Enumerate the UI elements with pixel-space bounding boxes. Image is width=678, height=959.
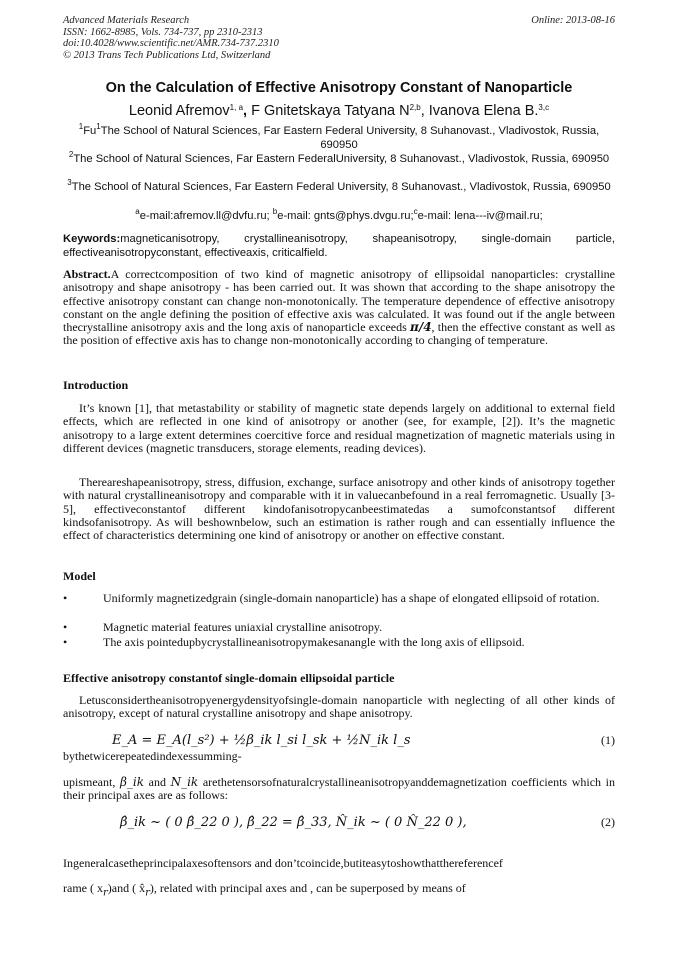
keywords-block xyxy=(63,232,615,260)
equation-1: E_A = E_A(l_s²) + ½β_ik l_si l_sk + ½N_ik l_s xyxy=(112,733,411,748)
journal-header xyxy=(63,15,279,61)
abstract-label: Abstract. xyxy=(63,267,111,281)
author-2-sup: 2,b xyxy=(409,103,421,112)
keywords-label: Keywords: xyxy=(63,233,121,245)
author-3: Ivanova Elena B. xyxy=(428,103,539,119)
keywords-text: magneticanisotropy, crystallineanisotropy, shapeanisotropy, single-domain particle, effectiveanisotropyconstant, effectiveaxis, criticalfield. xyxy=(63,233,615,259)
equation-1-number: (1) xyxy=(601,733,615,747)
affiliation-1: $^1$Fu$^1$The School of Natural Sciences, Far Eastern Federal University, 8 Suhanovast., Vladivostok, Russia, 690950 xyxy=(78,122,600,151)
issn-line: ISSN: 1662-8985, Vols. 734-737, pp 2310-2313 xyxy=(63,26,263,38)
effective-paragraph-3a: Ingeneralcasetheprincipalaxesoftensors and don’tcoincide,butiteasytoshowthatthereferencef xyxy=(63,856,503,870)
equation-2-number: (2) xyxy=(601,815,615,829)
effective-heading: Effective anisotropy constantof single-domain ellipsoidal particle xyxy=(63,671,395,685)
n-symbol: N_ik xyxy=(170,775,199,789)
online-date: Online: 2013-08-16 xyxy=(531,15,615,26)
author-1-sup: 1, a xyxy=(229,103,244,112)
effective-paragraph-1: Letusconsidertheanisotropyenergydensityofsingle-domain nanoparticle with neglecting of all other kinds of anisotropy, except of natural crystalline anisotropy and shape anisotropy. xyxy=(63,693,615,721)
journal-name: Advanced Materials Research xyxy=(63,15,190,26)
author-3-sup: 3,c xyxy=(538,103,550,112)
paper-title: On the Calculation of Effective Anisotropy Constant of Nanoparticle xyxy=(105,80,573,96)
affiliation-3: $^3$The School of Natural Sciences, Far Eastern Federal University, 8 Suhanovast., Vladivostok, Russia, 690950 xyxy=(67,178,611,193)
effective-paragraph-2a: bythetwicerepeatedindexessumming- xyxy=(63,749,242,763)
beta-symbol: β_ik xyxy=(119,775,144,789)
abstract-pi-angle: π/4 xyxy=(410,320,432,335)
intro-paragraph-2: Thereareshapeanisotropy, stress, diffusion, exchange, surface anisotropy and other kinds of anisotropy together with natural crystallineanisotropy and comparable with it in valuecanbefound in a real ferromagnetic. Usually [3-5], effectiveconstantof different kindofanisotropycanbeestimatedas a sumofconstantsof different kindsofanisotropy. As will beshownbelow, such an estimation is rather rough and can essentially influence the effect of characteristics determining one kind of anisotropy or another on effective constant. xyxy=(63,475,615,543)
effective-paragraph-3b: rame ( $x_r)and$ ( $x̂_r$), related with principal axes and , can be superposed by means of xyxy=(63,881,466,899)
doi-line: doi:10.4028/www.scientific.net/AMR.734-737.2310 xyxy=(63,38,279,49)
equation-2: β̂_ik ~ ( 0 β̂_22 0 ), β̂_22 = β̂_33, N̂_ik ~ ( 0 N̂_22 0 ), xyxy=(120,815,467,830)
model-heading: Model xyxy=(63,569,96,583)
author-2: F Gnitetskaya Tatyana N xyxy=(251,103,410,119)
copyright-line: © 2013 Trans Tech Publications Ltd, Switzerland xyxy=(63,49,271,61)
affiliation-2: $^2$The School of Natural Sciences, Far Eastern FederalUniversity, 8 Suhanovast., Vladivostok, Russia, 690950 xyxy=(68,150,610,165)
paper-page: Advanced Materials Research ISSN: 1662-8985, Vols. 734-737, pp 2310-2313 doi:10.4028/www.scientific.net/AMR.734-737.2310 © 2013 Trans Tech Publications Ltd, Switzerland Online: 2013-08-16 On the Calculation of Effective Anisotropy Constant of Nanoparticle Leonid Afremov$^{1, a}$, F Gnitetskaya Tatyana N$^{2,b}$, Ivanova Elena B.$^{3,c}$ $^1$Fu$^1$The School of Natural Sciences, Far Eastern Federal University, 8 Suhanovast., Vladivostok, Russia, 690950 $^2$The School of Natural Sciences, Far Eastern FederalUniversity, 8 Suhanovast., Vladivostok, Russia, 690950 $^3$The School of Natural Sciences, Far Eastern Federal University, 8 Suhanovast., Vladivostok, Russia, 690950 $^a$e-mail:afremov.ll@dvfu.ru; $^b$e-mail: gnts@phys.dvgu.ru;$^c$e-mail: lena---iv@mail.ru; Keywords:magneticanisotropy, crystallineanisotropy, shapeanisotropy, single-domain particle, effectiveanisotropyconstant, effectiveaxis, criticalfield. Abstract.A correctcomposition of two kind of magnetic anisotropy of ellipsoidal nanoparticles: crystalline anisotropy and shape anisotropy - has been carried out. It was shown that according to the shape anisotropy the effective anisotropy constant can change non-monotonically. The temperature dependence of effective anisotropy constant on the angle defining the position of effective axis was calculated. It was found out if the angle between thecrystalline anisotropy axis and the long axis of nanoparticle exceeds π/4, then the effective constant as well as the position of effective axis has to change non-monotonically according to changing of temperature. Introduction It’s known [1], that metastability or stability of magnetic state depends largely on additional to external field effects, which are reflected in one kind of anisotropy or another (see, for example, [2]). It’s the magnetic anisotropy to a large extent determines coercitive force and residual magnetization of magnetic materials using in different devices (magnetic transducers, storage elements, reading devices). Thereareshapeanisotropy, stress, diffusion, exchange, surface anisotropy and other kinds of anisotropy together with natural crystallineanisotropy and comparable with it in valuecanbefound in a real ferromagnetic. Usually [3-5], effectiveconstantof different kindofanisotropycanbeestimatedas a sumofconstantsof different kindsofanisotropy. As will beshownbelow, such an estimation is rather rough and can essentially influence the effect of characteristics determining one kind of anisotropy or another on effective constant. Model • Uniformly magnetizedgrain (single-domain nanoparticle) has a shape of elongated ellipsoid of rotation. • Magnetic material features uniaxial crystalline anisotropy. • The axis pointedupbycrystallineanisotropymakesanangle with the long axis of ellipsoid. Effective anisotropy constantof single-domain ellipsoidal particle Letusconsidertheanisotropyenergydensityofsingle-domain nanoparticle with neglecting of all other kinds of anisotropy, except of natural crystalline anisotropy and shape anisotropy. E_A = E_A(l_s²) + ½β_ik l_si l_sk + ½N_ik l_s (1) bythetwicerepeatedindexessumming- upismeant, β_ik and N_ik arethetensorsofnaturalcrystallineanisotropyanddemagnetization coefficients which in their principal axes are as follows: β̂_ik ~ ( 0 β̂_22 0 ), β̂_22 = β̂_33, N̂_ik ~ ( 0 N̂_22 0 ), (2) Ingeneralcasetheprincipalaxesoftensors and don’tcoincide,butiteasytoshowthatthereferencef rame ( $x_r)and$ ( $x̂_r$), related with principal axes and , can be superposed by means of xyxy=(0,0,678,959)
author-1: Leonid Afremov xyxy=(128,103,230,119)
intro-paragraph-1: It’s known [1], that metastability or stability of magnetic state depends largely on additional to external field effects, which are reflected in one kind of anisotropy or another (see, for example, [2]). It’s the magnetic anisotropy to a large extent determines coercitive force and residual magnetization of magnetic materials using in different devices (magnetic transducers, storage elements, reading devices). xyxy=(63,401,615,455)
effective-paragraph-2b: upismeant, β_ik and N_ik arethetensorsofnaturalcrystallineanisotropyanddemagnetization coefficients which in their principal axes are as follows: xyxy=(63,775,616,803)
email-line: $^a$e-mail:afremov.ll@dvfu.ru; $^b$e-mail: gnts@phys.dvgu.ru;$^c$e-mail: lena---iv@mail.ru; xyxy=(135,207,543,222)
author-list: Leonid Afremov$^{1, a}$, F Gnitetskaya Tatyana N$^{2,b}$, Ivanova Elena B.$^{3,c}$ xyxy=(128,103,550,119)
introduction-heading: Introduction xyxy=(63,378,129,392)
abstract-block: Abstract.A correctcomposition of two kind of magnetic anisotropy of ellipsoidal nanoparticles: crystalline anisotropy and shape anisotropy - has been carried out. It was shown that according to the shape anisotropy the effective anisotropy constant can change non-monotonically. The temperature dependence of effective anisotropy constant on the angle defining the position of effective axis was calculated. It was found out if the angle between thecrystalline anisotropy axis and the long axis of nanoparticle exceeds π/4, then the effective constant as well as the position of effective axis has to change non-monotonically according to changing of temperature. xyxy=(63,267,615,348)
